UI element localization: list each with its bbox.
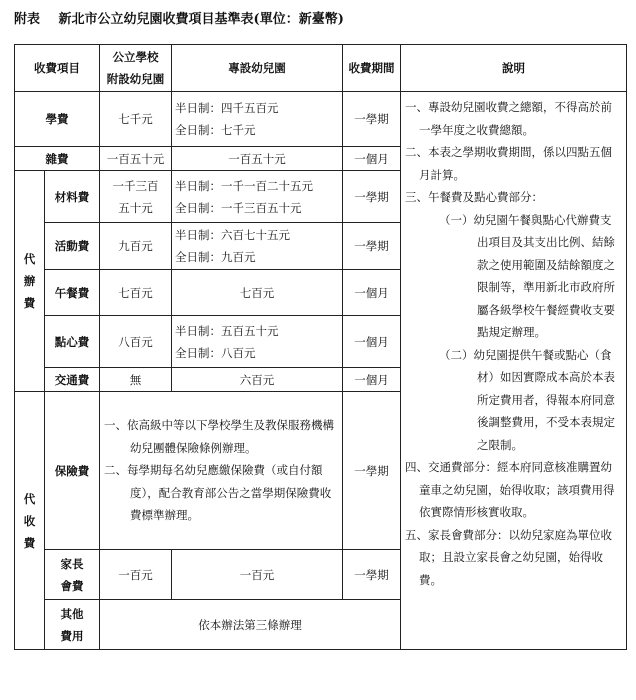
tuition-half: 半日制：四千五百元 bbox=[175, 101, 279, 115]
misc-public: 一百五十元 bbox=[100, 147, 172, 171]
note-2: 二、本表之學期收費期間，係以四點五個月計算。 bbox=[405, 145, 612, 182]
material-public-line2: 五十元 bbox=[118, 200, 153, 215]
daishou-group-label bbox=[15, 392, 45, 650]
material-full: 全日制：一千三百五十元 bbox=[175, 200, 302, 215]
other-label bbox=[45, 600, 100, 650]
tuition-public: 七千元 bbox=[100, 92, 172, 147]
tuition-full: 全日制：七千元 bbox=[175, 123, 256, 137]
parents-label-line1: 家長 bbox=[60, 556, 84, 571]
activity-period: 一學期 bbox=[343, 223, 401, 270]
material-special bbox=[172, 171, 343, 223]
transport-period: 一個月 bbox=[343, 368, 401, 392]
daishou-char-1: 代 bbox=[23, 491, 36, 506]
misc-special: 一百五十元 bbox=[172, 147, 343, 171]
material-public bbox=[100, 171, 172, 223]
tuition-label: 學費 bbox=[15, 92, 100, 147]
lunch-label: 午餐費 bbox=[45, 270, 100, 316]
insurance-rule-1: 一、依高級中等以下學校學生及教保服務機構幼兒團體保險條例辦理。 bbox=[104, 418, 334, 455]
daishou-char-3: 費 bbox=[23, 535, 36, 550]
daiban-group-label bbox=[15, 171, 45, 392]
activity-full: 全日制：九百元 bbox=[175, 250, 256, 264]
header-item: 收費項目 bbox=[15, 45, 100, 92]
other-text: 依本辦法第三條辦理 bbox=[100, 600, 401, 650]
snack-label: 點心費 bbox=[45, 316, 100, 368]
snack-period: 一個月 bbox=[343, 316, 401, 368]
note-3: 三、午餐費及點心費部分： bbox=[405, 190, 543, 204]
material-public-line1: 一千三百 bbox=[112, 178, 159, 193]
daishou-char-2: 收 bbox=[23, 513, 36, 528]
snack-full: 全日制：八百元 bbox=[175, 345, 256, 360]
note-3-2: （二）幼兒園提供午餐或點心（食材）如因實際成本高於本表所定費用者，得報本府同意後調整費用，不受本表規定之限制。 bbox=[439, 347, 615, 452]
title-label: 附表 bbox=[14, 12, 41, 27]
insurance-rules bbox=[100, 392, 343, 550]
material-period: 一學期 bbox=[343, 171, 401, 223]
header-public bbox=[100, 45, 172, 92]
daiban-char-2: 辦 bbox=[23, 274, 36, 288]
header-special: 專設幼兒園 bbox=[172, 45, 343, 92]
activity-public: 九百元 bbox=[100, 223, 172, 270]
note-5: 五、家長會費部分：以幼兒家庭為單位收取；且設立家長會之幼兒園，始得收費。 bbox=[405, 527, 612, 587]
lunch-special: 七百元 bbox=[172, 270, 343, 316]
snack-special bbox=[172, 316, 343, 368]
notes-cell bbox=[401, 92, 627, 650]
header-public-line2: 附設幼兒園 bbox=[106, 72, 165, 86]
material-label: 材料費 bbox=[45, 171, 100, 223]
snack-public: 八百元 bbox=[100, 316, 172, 368]
fee-table bbox=[14, 44, 627, 650]
misc-period: 一個月 bbox=[343, 147, 401, 171]
parents-label-line2: 會費 bbox=[60, 578, 84, 593]
lunch-public: 七百元 bbox=[100, 270, 172, 316]
lunch-period: 一個月 bbox=[343, 270, 401, 316]
parents-label bbox=[45, 550, 100, 600]
misc-label: 雜費 bbox=[15, 147, 100, 171]
transport-special: 六百元 bbox=[172, 368, 343, 392]
insurance-rule-2: 二、每學期每名幼兒應繳保險費（或自付額度），配合教育部公告之當學期保險費收費標準辦理。 bbox=[104, 463, 332, 523]
other-label-line1: 其他 bbox=[60, 606, 84, 621]
note-3-1: （一）幼兒園午餐與點心代辦費支出項目及其支出比例、結餘款之使用範圍及結餘額度之限制等，準用新北市政府所屬各級學校午餐經費收支要點規定辦理。 bbox=[439, 212, 615, 339]
insurance-label: 保險費 bbox=[45, 392, 100, 550]
table-title bbox=[14, 8, 344, 27]
row-tuition bbox=[15, 92, 627, 147]
parents-special: 一百元 bbox=[172, 550, 343, 600]
transport-label: 交通費 bbox=[45, 368, 100, 392]
header-row bbox=[15, 45, 627, 92]
daiban-char-1: 代 bbox=[23, 252, 36, 266]
parents-period: 一學期 bbox=[343, 550, 401, 600]
insurance-period: 一學期 bbox=[343, 392, 401, 550]
activity-special bbox=[172, 223, 343, 270]
note-4: 四、交通費部分：經本府同意核准購置幼童車之幼兒園，始得收取；該項費用得依實際情形核實收取。 bbox=[405, 460, 615, 519]
tuition-special bbox=[172, 92, 343, 147]
header-public-line1: 公立學校 bbox=[112, 50, 159, 64]
activity-half: 半日制：六百七十五元 bbox=[175, 228, 290, 242]
other-label-line2: 費用 bbox=[60, 628, 84, 643]
title-text: 新北市公立幼兒園收費項目基準表(單位：新臺幣) bbox=[58, 12, 344, 27]
header-period: 收費期間 bbox=[343, 45, 401, 92]
tuition-period: 一學期 bbox=[343, 92, 401, 147]
daiban-char-3: 費 bbox=[23, 296, 36, 310]
header-notes: 說明 bbox=[401, 45, 627, 92]
snack-half: 半日制：五百五十元 bbox=[175, 323, 279, 338]
note-1: 一、專設幼兒園收費之總額，不得高於前一學年度之收費總額。 bbox=[405, 100, 612, 137]
activity-label: 活動費 bbox=[45, 223, 100, 270]
transport-public: 無 bbox=[100, 368, 172, 392]
parents-public: 一百元 bbox=[100, 550, 172, 600]
material-half: 半日制：一千一百二十五元 bbox=[175, 178, 313, 193]
